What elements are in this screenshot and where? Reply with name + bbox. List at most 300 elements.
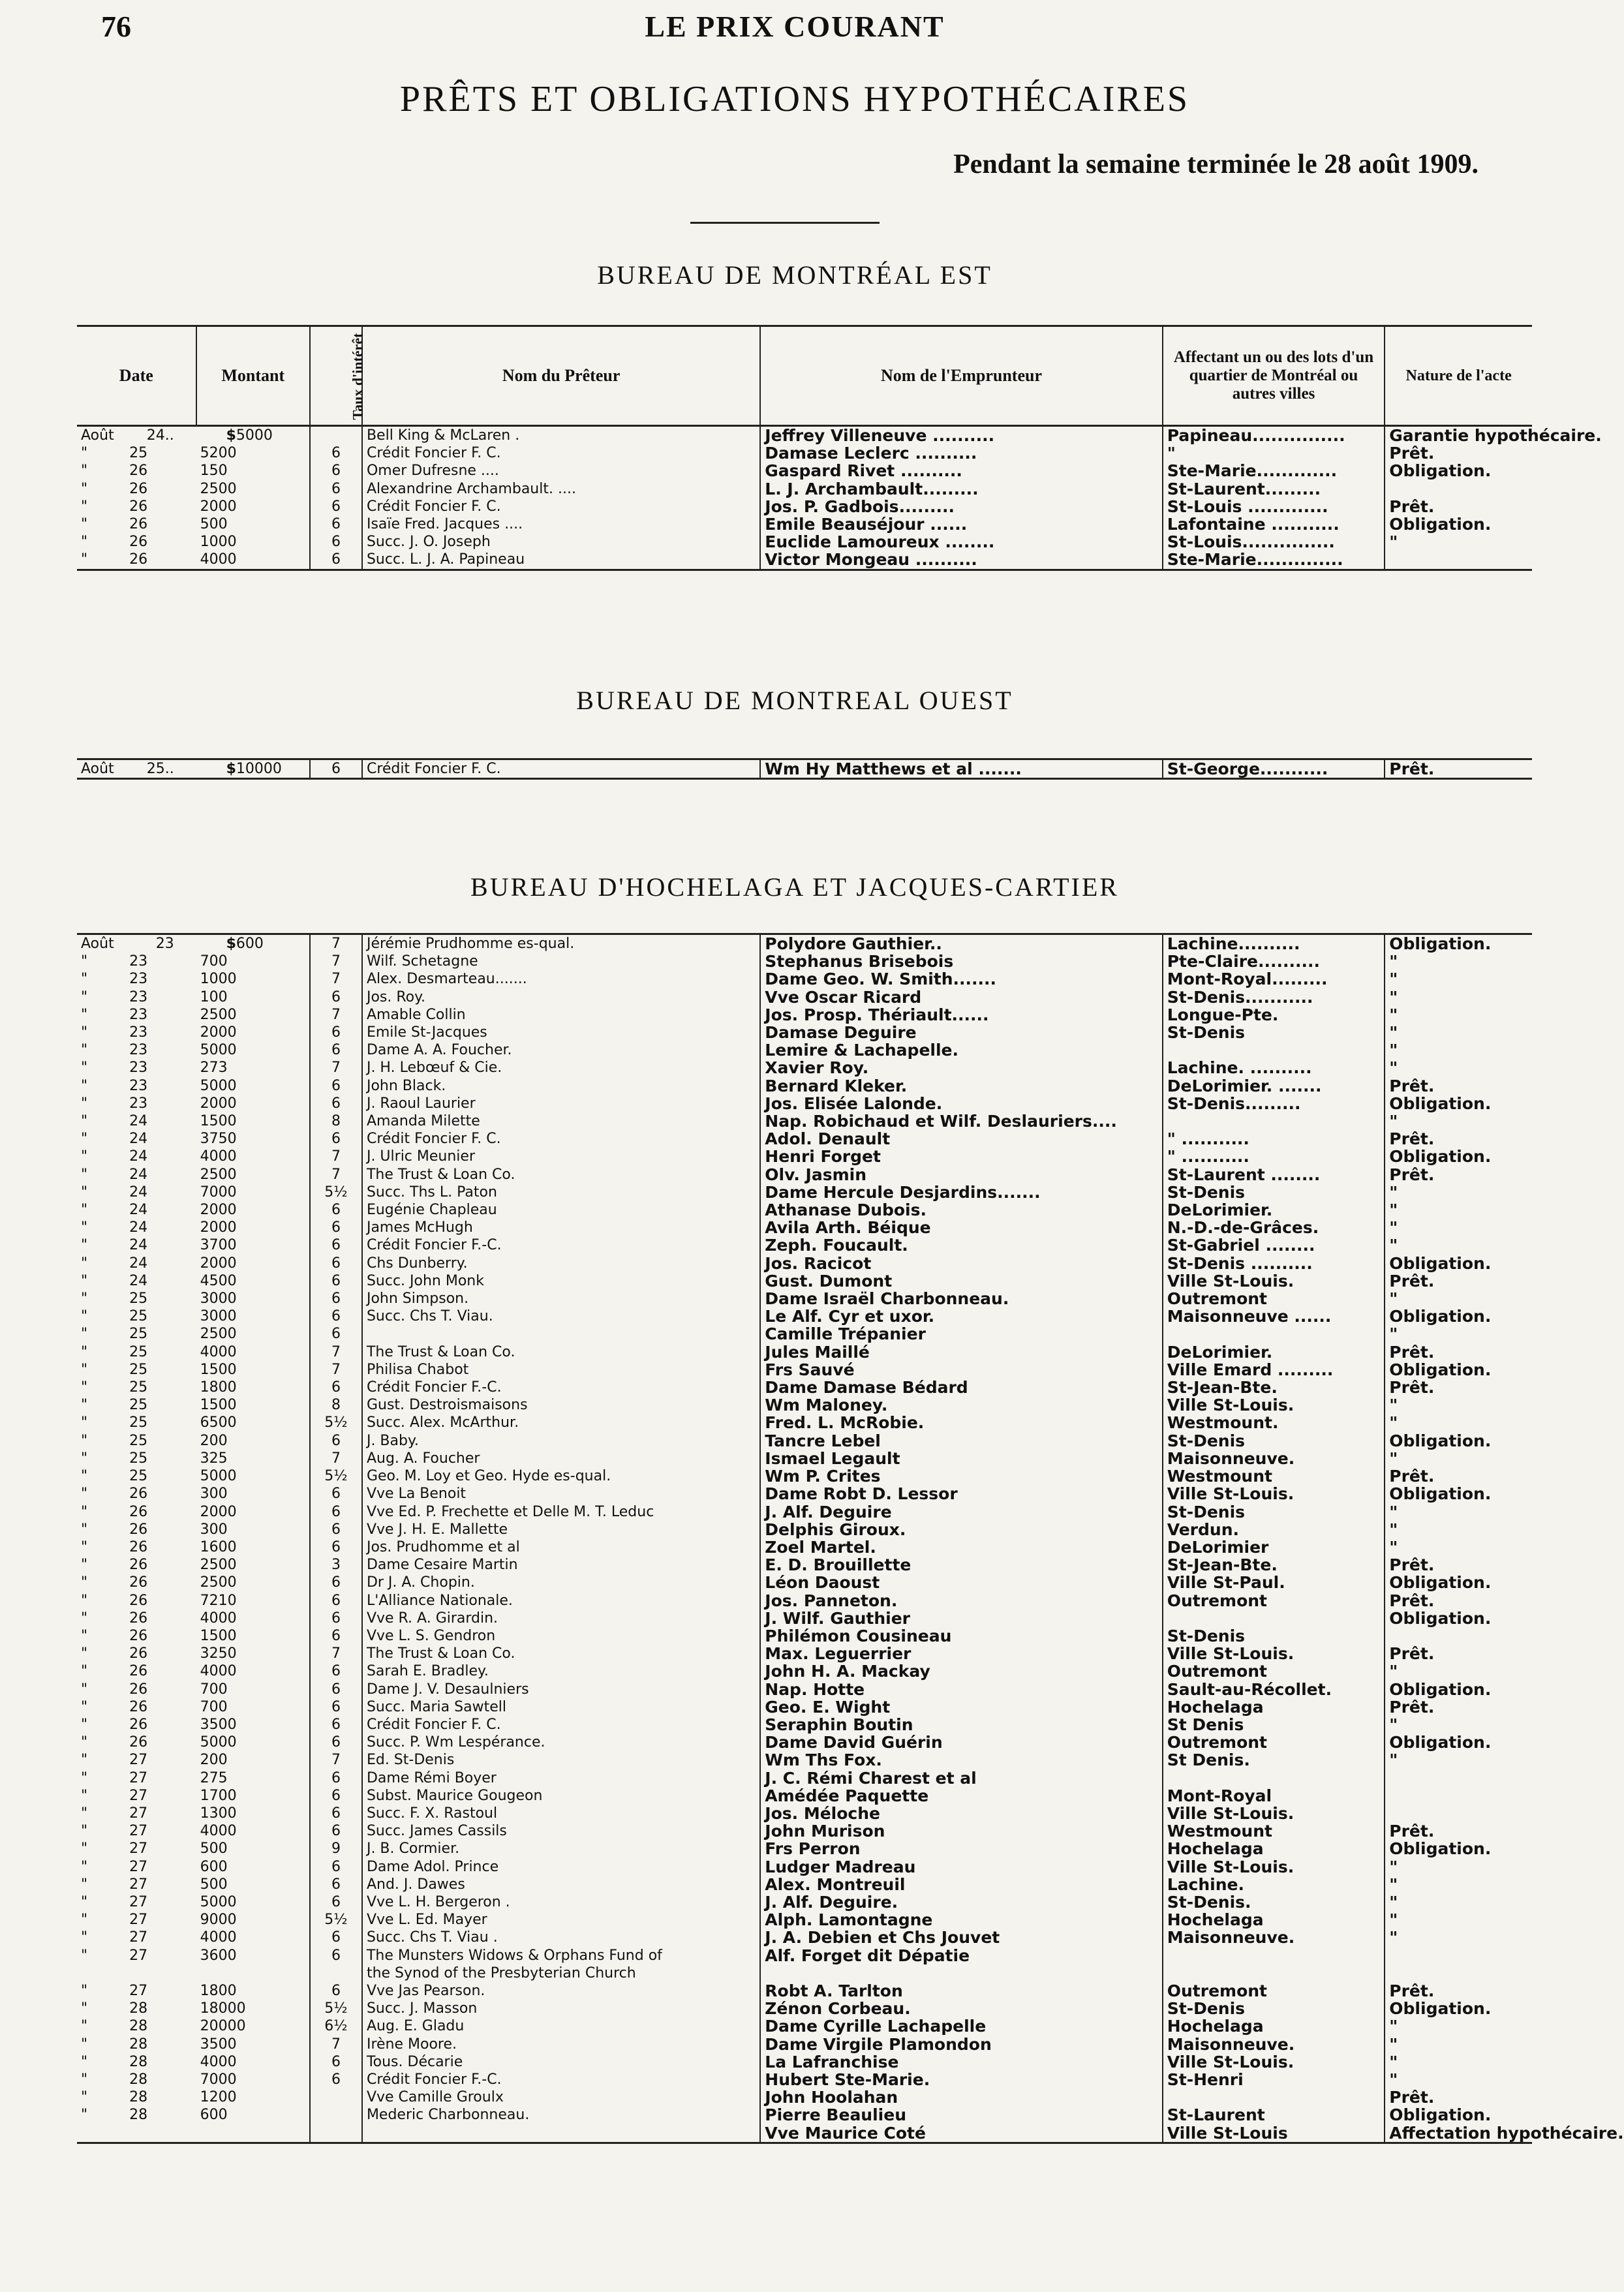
- cell-month: ": [81, 1113, 88, 1130]
- cell-date: [77, 1716, 196, 1734]
- cell-amount: [196, 462, 310, 480]
- cell-day: 27: [129, 1823, 148, 1840]
- cell-lender-value: Crédit Foncier F.-C.: [366, 1237, 502, 1254]
- cell-lender-value: J. Ulric Meunier: [366, 1148, 475, 1165]
- cell-borrower-value: Max. Leguerrier: [765, 1644, 912, 1664]
- cell-lender: [362, 462, 760, 480]
- table-row: [77, 1716, 1532, 1734]
- cell-day: 26: [129, 480, 148, 497]
- cell-rate: [310, 1166, 362, 1184]
- table-row: [77, 1432, 1532, 1450]
- cell-borrower: [760, 1095, 1162, 1112]
- cell-borrower-value: Athanase Dubois.: [765, 1200, 927, 1220]
- cell-day: 25: [129, 1450, 148, 1467]
- cell-rate: [310, 1787, 362, 1805]
- cell-amount-value: 2000: [200, 1255, 237, 1272]
- cell-dollar: $: [226, 761, 236, 777]
- cell-borrower-value: Damase Leclerc ..........: [765, 444, 977, 463]
- cell-day: 25: [129, 445, 148, 462]
- cell-nature: [1385, 1893, 1532, 1911]
- cell-rate: [310, 1006, 362, 1024]
- cell-rate: [310, 2088, 362, 2106]
- cell-nature-value: ": [1389, 1715, 1398, 1734]
- cell-borrower-value: Jules Maillé: [765, 1342, 870, 1362]
- cell-nature: [1385, 1876, 1532, 1893]
- cell-month: ": [81, 516, 88, 533]
- cell-rate-value: 6: [331, 445, 341, 462]
- cell-lender: [362, 1698, 760, 1716]
- cell-nature-value: Prêt.: [1389, 1822, 1435, 1841]
- cell-amount-value: 1500: [200, 1397, 237, 1414]
- cell-amount: [196, 1112, 310, 1130]
- cell-month: ": [81, 1503, 88, 1520]
- cell-lender-value: Succ. Alex. McArthur.: [366, 1414, 519, 1431]
- cell-date: [77, 1041, 196, 1059]
- cell-amount: [196, 2000, 310, 2017]
- cell-borrower: [760, 1255, 1162, 1272]
- cell-nature: [1385, 2000, 1532, 2017]
- cell-location-value: Lachine.: [1167, 1874, 1244, 1894]
- cell-amount: [196, 1503, 310, 1521]
- cell-lender: [362, 1432, 760, 1450]
- cell-borrower: [760, 1893, 1162, 1911]
- cell-date: [77, 2106, 196, 2124]
- cell-borrower-value: Amédée Paquette: [765, 1786, 929, 1805]
- cell-nature: [1385, 1467, 1532, 1485]
- cell-rate: [310, 498, 362, 515]
- cell-nature: [1385, 1024, 1532, 1041]
- cell-lender-value: Alex. Desmarteau.......: [366, 971, 527, 988]
- cell-nature-value: Prêt.: [1389, 1076, 1435, 1095]
- cell-borrower: [760, 1396, 1162, 1414]
- cell-borrower: [760, 988, 1162, 1006]
- cell-lender-value: Succ. J. Masson: [366, 2000, 478, 2017]
- cell-day: 23: [129, 971, 148, 988]
- cell-rate-value: 7: [331, 1006, 341, 1023]
- cell-lender-value: Alexandrine Archambault. ....: [366, 480, 576, 497]
- cell-location-value: Maisonneuve ......: [1167, 1307, 1332, 1326]
- cell-rate: [310, 1627, 362, 1645]
- cell-borrower-value: La Lafranchise: [765, 2052, 899, 2071]
- cell-borrower: [760, 2017, 1162, 2035]
- table-row: [77, 1681, 1532, 1698]
- cell-borrower-value: Zénon Corbeau.: [765, 1999, 911, 2019]
- cell-month: ": [81, 1858, 88, 1875]
- cell-day: 25: [129, 1379, 148, 1396]
- cell-date: [77, 2071, 196, 2088]
- cell-location-value: St Denis.: [1167, 1750, 1250, 1770]
- cell-day: 23: [129, 1077, 148, 1094]
- cell-lender: [362, 1627, 760, 1645]
- cell-location-value: Lachine..........: [1167, 934, 1300, 953]
- cell-location-value: Outremont: [1167, 1733, 1267, 1752]
- table-row: [77, 498, 1532, 515]
- cell-rate: [310, 759, 362, 779]
- cell-day: 26: [129, 1592, 148, 1609]
- cell-lender: [362, 1379, 760, 1396]
- cell-lender: [362, 1769, 760, 1787]
- cell-lender: [362, 498, 760, 515]
- cell-borrower-value: Ismael Legault: [765, 1448, 900, 1468]
- cell-nature: [1385, 1077, 1532, 1095]
- cell-day: 24: [129, 1202, 148, 1219]
- cell-rate: [310, 1343, 362, 1361]
- cell-lender-value: The Trust & Loan Co.: [366, 1645, 515, 1662]
- page-subtitle: Pendant la semaine terminée le 28 août 1909.: [953, 149, 1478, 179]
- cell-location: [1163, 1964, 1385, 1982]
- cell-rate: [310, 1255, 362, 1272]
- cell-amount-value: 2500: [200, 1557, 237, 1574]
- cell-date: [77, 934, 196, 953]
- cell-lender: [362, 1645, 760, 1662]
- table-row: [77, 2000, 1532, 2017]
- cell-rate-value: 9: [331, 1841, 341, 1857]
- cell-date: [77, 1556, 196, 1574]
- cell-lender-value: L'Alliance Nationale.: [366, 1592, 513, 1609]
- cell-amount-value: 500: [200, 516, 228, 533]
- cell-lender-value: Geo. M. Loy et Geo. Hyde es-qual.: [366, 1468, 611, 1485]
- cell-day: 25: [129, 1308, 148, 1325]
- cell-month: ": [81, 1468, 88, 1485]
- cell-lender: [362, 2106, 760, 2124]
- cell-location-value: Lafontaine ...........: [1167, 515, 1340, 534]
- cell-day: 28: [129, 2000, 148, 2017]
- cell-location: [1163, 1379, 1385, 1396]
- cell-amount-value: 2500: [200, 1574, 237, 1591]
- cell-amount: [196, 1379, 310, 1396]
- cell-borrower-value: Seraphin Boutin: [765, 1715, 913, 1734]
- cell-nature-value: Obligation.: [1389, 1253, 1492, 1273]
- cell-nature-value: Affectation hypothécaire.: [1389, 2123, 1624, 2143]
- cell-location-value: Westmount: [1167, 1822, 1272, 1841]
- cell-day: 26: [129, 1574, 148, 1591]
- cell-borrower: [760, 970, 1162, 988]
- cell-borrower: [760, 1006, 1162, 1024]
- cell-day: 25: [129, 1291, 148, 1307]
- cell-nature-value: ": [1389, 1413, 1398, 1433]
- cell-amount: [196, 1396, 310, 1414]
- cell-nature-value: ": [1389, 1537, 1398, 1557]
- cell-location-value: DeLorimier.: [1167, 1342, 1273, 1362]
- cell-nature-value: Obligation.: [1389, 1573, 1492, 1593]
- cell-location: [1163, 1592, 1385, 1610]
- cell-rate: [310, 515, 362, 533]
- cell-month: ": [81, 1308, 88, 1325]
- cell-lender: [362, 515, 760, 533]
- cell-rate: [310, 1379, 362, 1396]
- cell-day: 26: [129, 1627, 148, 1644]
- cell-location: [1163, 2036, 1385, 2053]
- cell-nature-value: ": [1389, 970, 1398, 989]
- cell-date: [77, 498, 196, 515]
- cell-nature: [1385, 988, 1532, 1006]
- cell-borrower-value: Gust. Dumont: [765, 1271, 893, 1291]
- table-row: [77, 1840, 1532, 1857]
- cell-rate-value: 6: [331, 988, 341, 1005]
- cell-borrower: [760, 480, 1162, 498]
- cell-month: ": [81, 1166, 88, 1183]
- cell-date: [77, 1236, 196, 1254]
- cell-date: [77, 1964, 196, 1982]
- cell-nature: [1385, 1929, 1532, 1946]
- cell-borrower-value: Dame Robt D. Lessor: [765, 1484, 958, 1504]
- cell-date: [77, 1272, 196, 1290]
- cell-rate-value: 6: [331, 2071, 341, 2088]
- cell-amount-value: 2500: [200, 1326, 237, 1343]
- cell-day: 28: [129, 2053, 148, 2070]
- cell-rate-value: 6: [331, 463, 341, 480]
- cell-borrower: [760, 1716, 1162, 1734]
- cell-lender: [362, 1272, 760, 1290]
- cell-borrower: [760, 1325, 1162, 1343]
- cell-lender-value: J. Raoul Laurier: [366, 1095, 476, 1112]
- cell-nature-value: Obligation.: [1389, 461, 1492, 481]
- cell-borrower-value: Léon Daoust: [765, 1573, 880, 1593]
- cell-amount-value: 200: [200, 1752, 228, 1769]
- cell-day: 27: [129, 1787, 148, 1804]
- cell-location: [1163, 1716, 1385, 1734]
- cell-rate: [310, 426, 362, 445]
- cell-borrower-value: Alf. Forget dit Dépatie: [765, 1946, 970, 1965]
- cell-borrower-value: J. Alf. Deguire: [765, 1502, 892, 1521]
- cell-location: [1163, 1698, 1385, 1716]
- cell-nature: [1385, 2017, 1532, 2035]
- cell-month: ": [81, 2089, 88, 2106]
- rate-header-text: Taux d'intérêt: [349, 332, 366, 420]
- cell-borrower: [760, 498, 1162, 515]
- cell-nature-value: Obligation.: [1389, 934, 1492, 953]
- cell-borrower: [760, 1751, 1162, 1769]
- cell-borrower-value: Bernard Kleker.: [765, 1076, 908, 1095]
- cell-location-value: " ...........: [1167, 1147, 1249, 1167]
- cell-borrower: [760, 2053, 1162, 2071]
- cell-amount-value: 700: [200, 953, 228, 970]
- cell-nature-value: Obligation.: [1389, 2105, 1492, 2125]
- cell-date: [77, 1751, 196, 1769]
- cell-rate: [310, 1893, 362, 1911]
- cell-location: [1163, 2017, 1385, 2035]
- cell-rate: [310, 1947, 362, 1964]
- cell-location: [1163, 2124, 1385, 2143]
- cell-amount: [196, 498, 310, 515]
- table-row: [77, 1822, 1532, 1840]
- cell-rate: [310, 1538, 362, 1556]
- table-row: [77, 1041, 1532, 1059]
- cell-lender-value: Wilf. Schetagne: [366, 953, 478, 970]
- cell-amount: [196, 1876, 310, 1893]
- cell-rate-value: 6: [331, 480, 341, 497]
- cell-nature: [1385, 1681, 1532, 1698]
- cell-nature: [1385, 1822, 1532, 1840]
- cell-rate: [310, 1219, 362, 1236]
- table-row: [77, 2071, 1532, 2088]
- cell-location-value: Ste-Marie..............: [1167, 550, 1343, 570]
- cell-location-value: Westmount: [1167, 1467, 1272, 1486]
- cell-amount: [196, 988, 310, 1006]
- cell-nature: [1385, 1840, 1532, 1857]
- cell-rate: [310, 1059, 362, 1077]
- cell-day: 23: [129, 953, 148, 970]
- cell-location: [1163, 1343, 1385, 1361]
- cell-lender-value: James McHugh: [366, 1219, 473, 1236]
- cell-lender: [362, 1006, 760, 1024]
- cell-location-value: Ville St-Louis.: [1167, 1803, 1295, 1823]
- cell-month: ": [81, 1237, 88, 1254]
- cell-rate-value: 5½: [324, 1468, 348, 1485]
- cell-month: ": [81, 1202, 88, 1219]
- cell-date: [77, 1166, 196, 1184]
- cell-lender: [362, 1556, 760, 1574]
- cell-nature: [1385, 1627, 1532, 1645]
- cell-lender: [362, 1982, 760, 2000]
- cell-rate: [310, 1130, 362, 1148]
- cell-month: ": [81, 1557, 88, 1574]
- cell-date: [77, 1059, 196, 1077]
- cell-nature-value: ": [1389, 1041, 1398, 1060]
- cell-borrower-value: Dame David Guérin: [765, 1733, 943, 1752]
- cell-nature: [1385, 1201, 1532, 1219]
- cell-borrower-value: Ludger Madreau: [765, 1857, 916, 1876]
- cell-amount-value: 273: [200, 1060, 228, 1077]
- cell-nature: [1385, 533, 1532, 551]
- cell-rate: [310, 2000, 362, 2017]
- cell-day: 26: [129, 1716, 148, 1733]
- cell-borrower: [760, 1911, 1162, 1929]
- cell-day: 25: [129, 1343, 148, 1360]
- cell-lender-value: Jos. Roy.: [366, 988, 425, 1005]
- cell-lender: [362, 1787, 760, 1805]
- cell-location: [1163, 1148, 1385, 1165]
- cell-rate-value: 3: [331, 1557, 341, 1574]
- cell-rate: [310, 1024, 362, 1041]
- cell-location: [1163, 1396, 1385, 1414]
- cell-location-value: Pte-Claire..........: [1167, 952, 1320, 971]
- cell-nature-value: ": [1389, 1750, 1398, 1770]
- cell-nature-value: ": [1389, 1910, 1398, 1930]
- cell-nature-value: ": [1389, 1236, 1398, 1255]
- cell-amount-value: 3500: [200, 2036, 237, 2053]
- cell-rate: [310, 1112, 362, 1130]
- cell-amount-value: 4000: [200, 1148, 237, 1165]
- cell-amount-value: 600: [200, 2107, 228, 2124]
- cell-location-value: Ville St-Louis.: [1167, 1644, 1295, 1664]
- cell-rate: [310, 1201, 362, 1219]
- cell-amount-value: 3000: [200, 1291, 237, 1307]
- cell-day: 25: [129, 1361, 148, 1378]
- cell-location: [1163, 1006, 1385, 1024]
- cell-amount: [196, 1307, 310, 1325]
- cell-location-value: Ville St-Louis.: [1167, 2052, 1295, 2071]
- cell-amount: [196, 1148, 310, 1165]
- cell-nature: [1385, 1574, 1532, 1591]
- cell-borrower: [760, 1521, 1162, 1538]
- cell-amount-value: 200: [200, 1432, 228, 1449]
- cell-rate: [310, 1681, 362, 1698]
- cell-borrower-value: Wm Maloney.: [765, 1396, 888, 1415]
- cell-nature-value: ": [1389, 2070, 1398, 2089]
- cell-amount-value: 700: [200, 1681, 228, 1698]
- cell-lender: [362, 1077, 760, 1095]
- cell-nature-value: ": [1389, 1662, 1398, 1681]
- cell-rate-value: 6: [331, 1663, 341, 1680]
- cell-location: [1163, 1947, 1385, 1964]
- cell-borrower: [760, 1361, 1162, 1379]
- cell-borrower-value: Vve Maurice Coté: [765, 2123, 926, 2143]
- cell-rate-value: 6: [331, 761, 341, 777]
- cell-month: ": [81, 2053, 88, 2070]
- cell-nature: [1385, 1787, 1532, 1805]
- cell-amount: [196, 1610, 310, 1627]
- cell-nature: [1385, 1450, 1532, 1467]
- cell-nature: [1385, 1166, 1532, 1184]
- cell-amount: [196, 1343, 310, 1361]
- cell-month: ": [81, 1450, 88, 1467]
- cell-borrower: [760, 1166, 1162, 1184]
- cell-lender: [362, 1325, 760, 1343]
- cell-day: 25: [129, 1397, 148, 1414]
- cell-amount-value: 6500: [200, 1414, 237, 1431]
- cell-rate-value: 6: [331, 1947, 341, 1964]
- cell-amount-value: 4000: [200, 1663, 237, 1680]
- cell-day: 23: [129, 1060, 148, 1077]
- cell-location: [1163, 934, 1385, 953]
- cell-amount: [196, 1574, 310, 1591]
- cell-borrower-value: E. D. Brouillette: [765, 1555, 912, 1575]
- cell-borrower-value: Stephanus Brisebois: [765, 952, 954, 971]
- cell-date: [77, 1645, 196, 1662]
- cell-amount: [196, 2124, 310, 2143]
- table-row: [77, 1379, 1532, 1396]
- cell-nature: [1385, 1538, 1532, 1556]
- cell-location-value: Ville St-Louis.: [1167, 1396, 1295, 1415]
- cell-location: [1163, 759, 1385, 779]
- cell-nature: [1385, 1805, 1532, 1822]
- cell-nature: [1385, 1769, 1532, 1787]
- title-divider: [690, 222, 880, 224]
- cell-month: ": [81, 1343, 88, 1360]
- cell-date: [77, 1574, 196, 1591]
- cell-month: ": [81, 1681, 88, 1698]
- table-row: [77, 1876, 1532, 1893]
- cell-lender: [362, 934, 760, 953]
- cell-amount-value: 1300: [200, 1805, 237, 1822]
- cell-location: [1163, 462, 1385, 480]
- cell-nature-value: Obligation.: [1389, 1093, 1492, 1113]
- cell-amount: [196, 1805, 310, 1822]
- cell-nature: [1385, 1361, 1532, 1379]
- cell-lender-value: Crédit Foncier F. C.: [366, 1716, 501, 1733]
- cell-amount: [196, 1716, 310, 1734]
- cell-nature: [1385, 2123, 1624, 2143]
- cell-nature: [1385, 444, 1532, 462]
- cell-amount: [196, 1325, 310, 1343]
- cell-rate: [310, 1396, 362, 1414]
- cell-amount: [196, 1059, 310, 1077]
- cell-lender-value: Crédit Foncier F. C.: [366, 498, 501, 515]
- cell-day: 28: [129, 2018, 148, 2035]
- cell-amount: [196, 1272, 310, 1290]
- cell-nature-value: Obligation.: [1389, 1999, 1492, 2019]
- cell-borrower: [760, 1787, 1162, 1805]
- cell-amount-value: 1600: [200, 1538, 237, 1555]
- table-row: [77, 1787, 1532, 1805]
- cell-borrower-value: Geo. E. Wight: [765, 1697, 891, 1717]
- cell-amount: [196, 533, 310, 551]
- cell-nature-value: ": [1389, 1289, 1398, 1309]
- cell-date: [77, 1982, 196, 2000]
- cell-month: ": [81, 1432, 88, 1449]
- cell-borrower-value: Nap. Hotte: [765, 1679, 865, 1699]
